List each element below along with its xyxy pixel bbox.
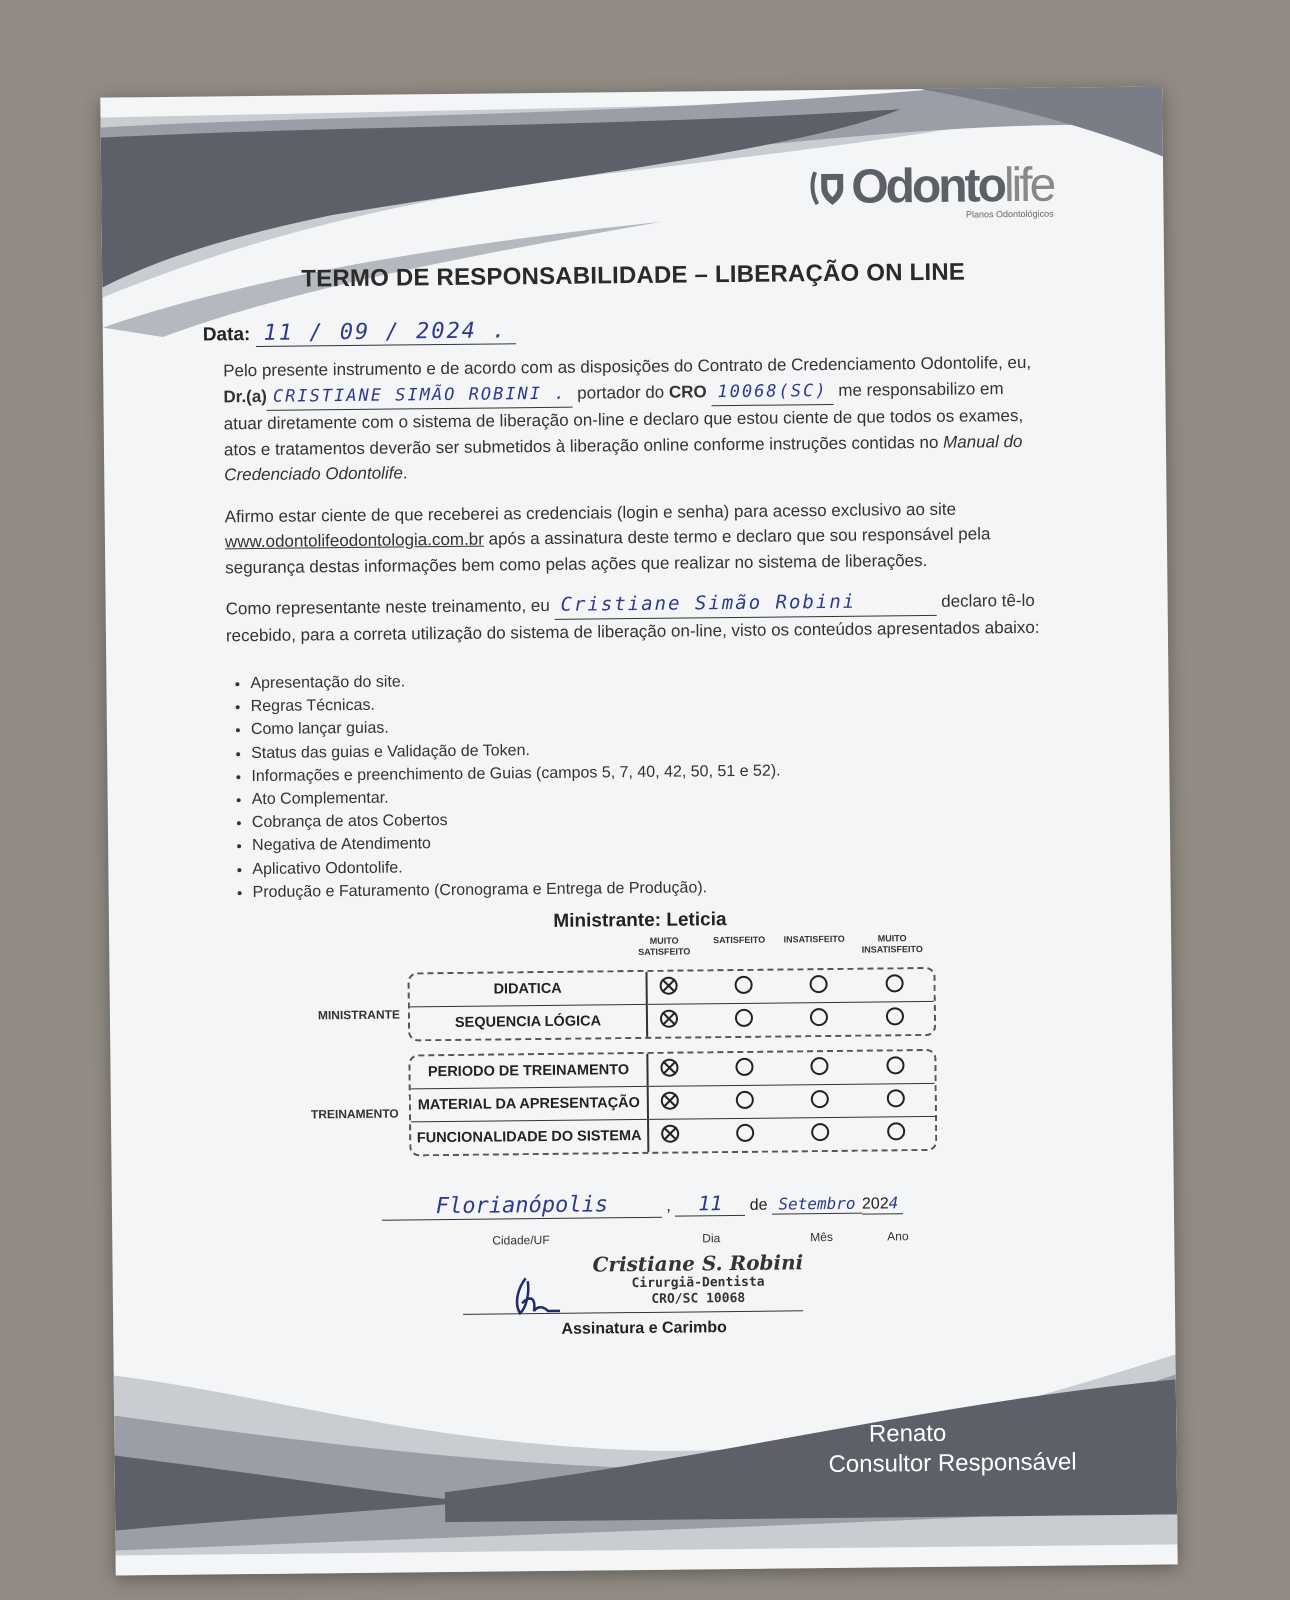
- shield-icon: [809, 167, 847, 207]
- column-header-very-unsatisfied: MUITO INSATISFEITO: [861, 933, 923, 955]
- rating-option[interactable]: [735, 1058, 753, 1076]
- list-item: • Ato Complementar.: [252, 783, 781, 812]
- evaluation-group-treinamento: [408, 1049, 937, 1157]
- rating-option[interactable]: [735, 1009, 753, 1027]
- date-field: [203, 318, 516, 347]
- row-label: DIDATICA: [409, 972, 647, 1006]
- city-value: Florianópolis: [382, 1192, 662, 1221]
- group-label-ministrante: MINISTRANTE: [317, 1007, 400, 1023]
- caption-day: Dia: [702, 1231, 721, 1246]
- stamp-cro: CRO/SC 10068: [651, 1290, 746, 1307]
- consultant-name: Renato: [868, 1419, 947, 1448]
- date-value: 11 / 09 / 2024 .: [255, 318, 515, 347]
- paragraph-credentials: Afirmo estar ciente de que receberei as credenciais (login e senha) para acesso exclusivo ao site www.odontolifeodontologia.com.br após a assinatura deste termo e declaro que sou responsável pela segurança destas informações bem como pelas ações que realizar no sistema de liberações.: [224, 499, 991, 577]
- signature-caption: Assinatura e Carimbo: [561, 1319, 727, 1338]
- evaluation-group-ministrante: [407, 967, 936, 1042]
- paragraph-contract: Pelo presente instrumento e de acordo com as disposições do Contrato de Credenciamento Odontolife, eu, Dr.(a) CRISTIANE SIMÃO ROBINI . portador do CRO 10068(SC) me responsabilizo em atuar diretamente com o sistema de liberação on-line e declaro que estou ciente de que todos os exames, atos e tratamentos deverão ser submetidos à liberação online conforme instruções contidas no Manual do Credenciado Odontolife.: [223, 352, 1032, 485]
- year-value: 2024: [862, 1193, 903, 1214]
- row-label: SEQUENCIA LÓGICA: [410, 1005, 648, 1039]
- document-body: [223, 350, 1046, 665]
- rating-option[interactable]: [886, 1056, 904, 1074]
- rating-option[interactable]: [810, 1008, 828, 1026]
- document-page: [100, 86, 1177, 1575]
- table-row: [411, 1117, 935, 1154]
- top-wave-banner: [100, 86, 1165, 357]
- professional-stamp: [592, 1250, 803, 1308]
- caption-year: Ano: [887, 1229, 909, 1244]
- caption-city: Cidade/UF: [492, 1232, 550, 1248]
- rating-option[interactable]: [660, 1059, 678, 1077]
- rating-option[interactable]: [811, 1123, 829, 1141]
- topics-list: [226, 667, 782, 905]
- rating-option[interactable]: [736, 1124, 754, 1142]
- column-header-unsatisfied: INSATISFEITO: [783, 933, 845, 945]
- list-item: • Como lançar guias.: [251, 713, 780, 742]
- rating-option[interactable]: [810, 1057, 828, 1075]
- rating-option[interactable]: [810, 975, 828, 993]
- column-header-satisfied: SATISFEITO: [713, 934, 766, 946]
- table-row: [409, 969, 933, 1007]
- logo-wordmark: Odontolife: [851, 158, 1054, 214]
- de-label: de: [749, 1196, 768, 1214]
- column-header-very-satisfied: MUITO SATISFEITO: [638, 935, 691, 958]
- list-item: • Informações e preenchimento de Guias (campos 5, 7, 40, 42, 50, 51 e 52).: [251, 759, 780, 788]
- instructor-heading: Ministrante: Leticia: [553, 909, 727, 932]
- stamp-name: Cristiane S. Robini: [592, 1250, 804, 1277]
- dentist-name: CRISTIANE SIMÃO ROBINI .: [267, 381, 573, 411]
- rating-option[interactable]: [887, 1122, 905, 1140]
- rating-option[interactable]: [661, 1092, 679, 1110]
- group-label-treinamento: TREINAMENTO: [310, 1106, 399, 1122]
- logo-tagline: Planos Odontológicos: [965, 208, 1054, 220]
- representative-signature: Cristiane Simão Robini: [554, 589, 936, 619]
- document-title: TERMO DE RESPONSABILIDADE – LIBERAÇÃO ON LINE: [301, 258, 966, 293]
- table-row: [410, 1051, 934, 1089]
- consultant-block: [828, 1417, 1077, 1480]
- row-label: MATERIAL DA APRESENTAÇÃO: [411, 1087, 649, 1121]
- rating-option[interactable]: [736, 1091, 754, 1109]
- rating-option[interactable]: [735, 976, 753, 994]
- list-item: • Regras Técnicas.: [251, 690, 780, 719]
- list-item: • Cobrança de atos Cobertos: [252, 806, 781, 835]
- rating-option[interactable]: [886, 1007, 904, 1025]
- website-link[interactable]: www.odontolifeodontologia.com.br: [224, 529, 484, 552]
- list-item: • Apresentação do site.: [250, 667, 779, 696]
- rating-option[interactable]: [660, 977, 678, 995]
- list-item: • Status das guias e Validação de Token.: [251, 736, 780, 765]
- place-date-line: Florianópolis , 11 de Setembro 2024: [382, 1189, 903, 1220]
- consultant-role: Consultor Responsável: [828, 1448, 1077, 1479]
- row-label: FUNCIONALIDADE DO SISTEMA: [411, 1120, 649, 1154]
- table-row: [411, 1084, 935, 1122]
- date-label: Data:: [202, 324, 251, 346]
- handwritten-signature: [508, 1273, 568, 1319]
- table-row: [410, 1002, 934, 1039]
- month-value: Setembro: [772, 1194, 862, 1215]
- caption-month: Mês: [810, 1229, 834, 1245]
- rating-option[interactable]: [887, 1089, 905, 1107]
- rating-option[interactable]: [661, 1125, 679, 1143]
- list-item: • Aplicativo Odontolife.: [252, 852, 781, 881]
- rating-option[interactable]: [886, 974, 904, 992]
- rating-option[interactable]: [660, 1010, 678, 1028]
- odontolife-logo: [809, 158, 1054, 222]
- paragraph-training: Como representante neste treinamento, eu Cristiane Simão Robini declaro tê-lo recebido, para a correta utilização do sistema de liberação on-line, visto os conteúdos apresentados abaixo:: [225, 590, 1040, 645]
- rating-option[interactable]: [811, 1090, 829, 1108]
- row-label: PERIODO DE TREINAMENTO: [410, 1054, 648, 1088]
- day-value: 11: [675, 1191, 745, 1217]
- list-item: • Negativa de Atendimento: [252, 829, 781, 858]
- stamp-role: Cirurgiã-Dentista: [631, 1274, 765, 1292]
- list-item: • Produção e Faturamento (Cronograma e Entrega de Produção).: [253, 875, 782, 904]
- cro-number: 10068(SC): [711, 378, 833, 406]
